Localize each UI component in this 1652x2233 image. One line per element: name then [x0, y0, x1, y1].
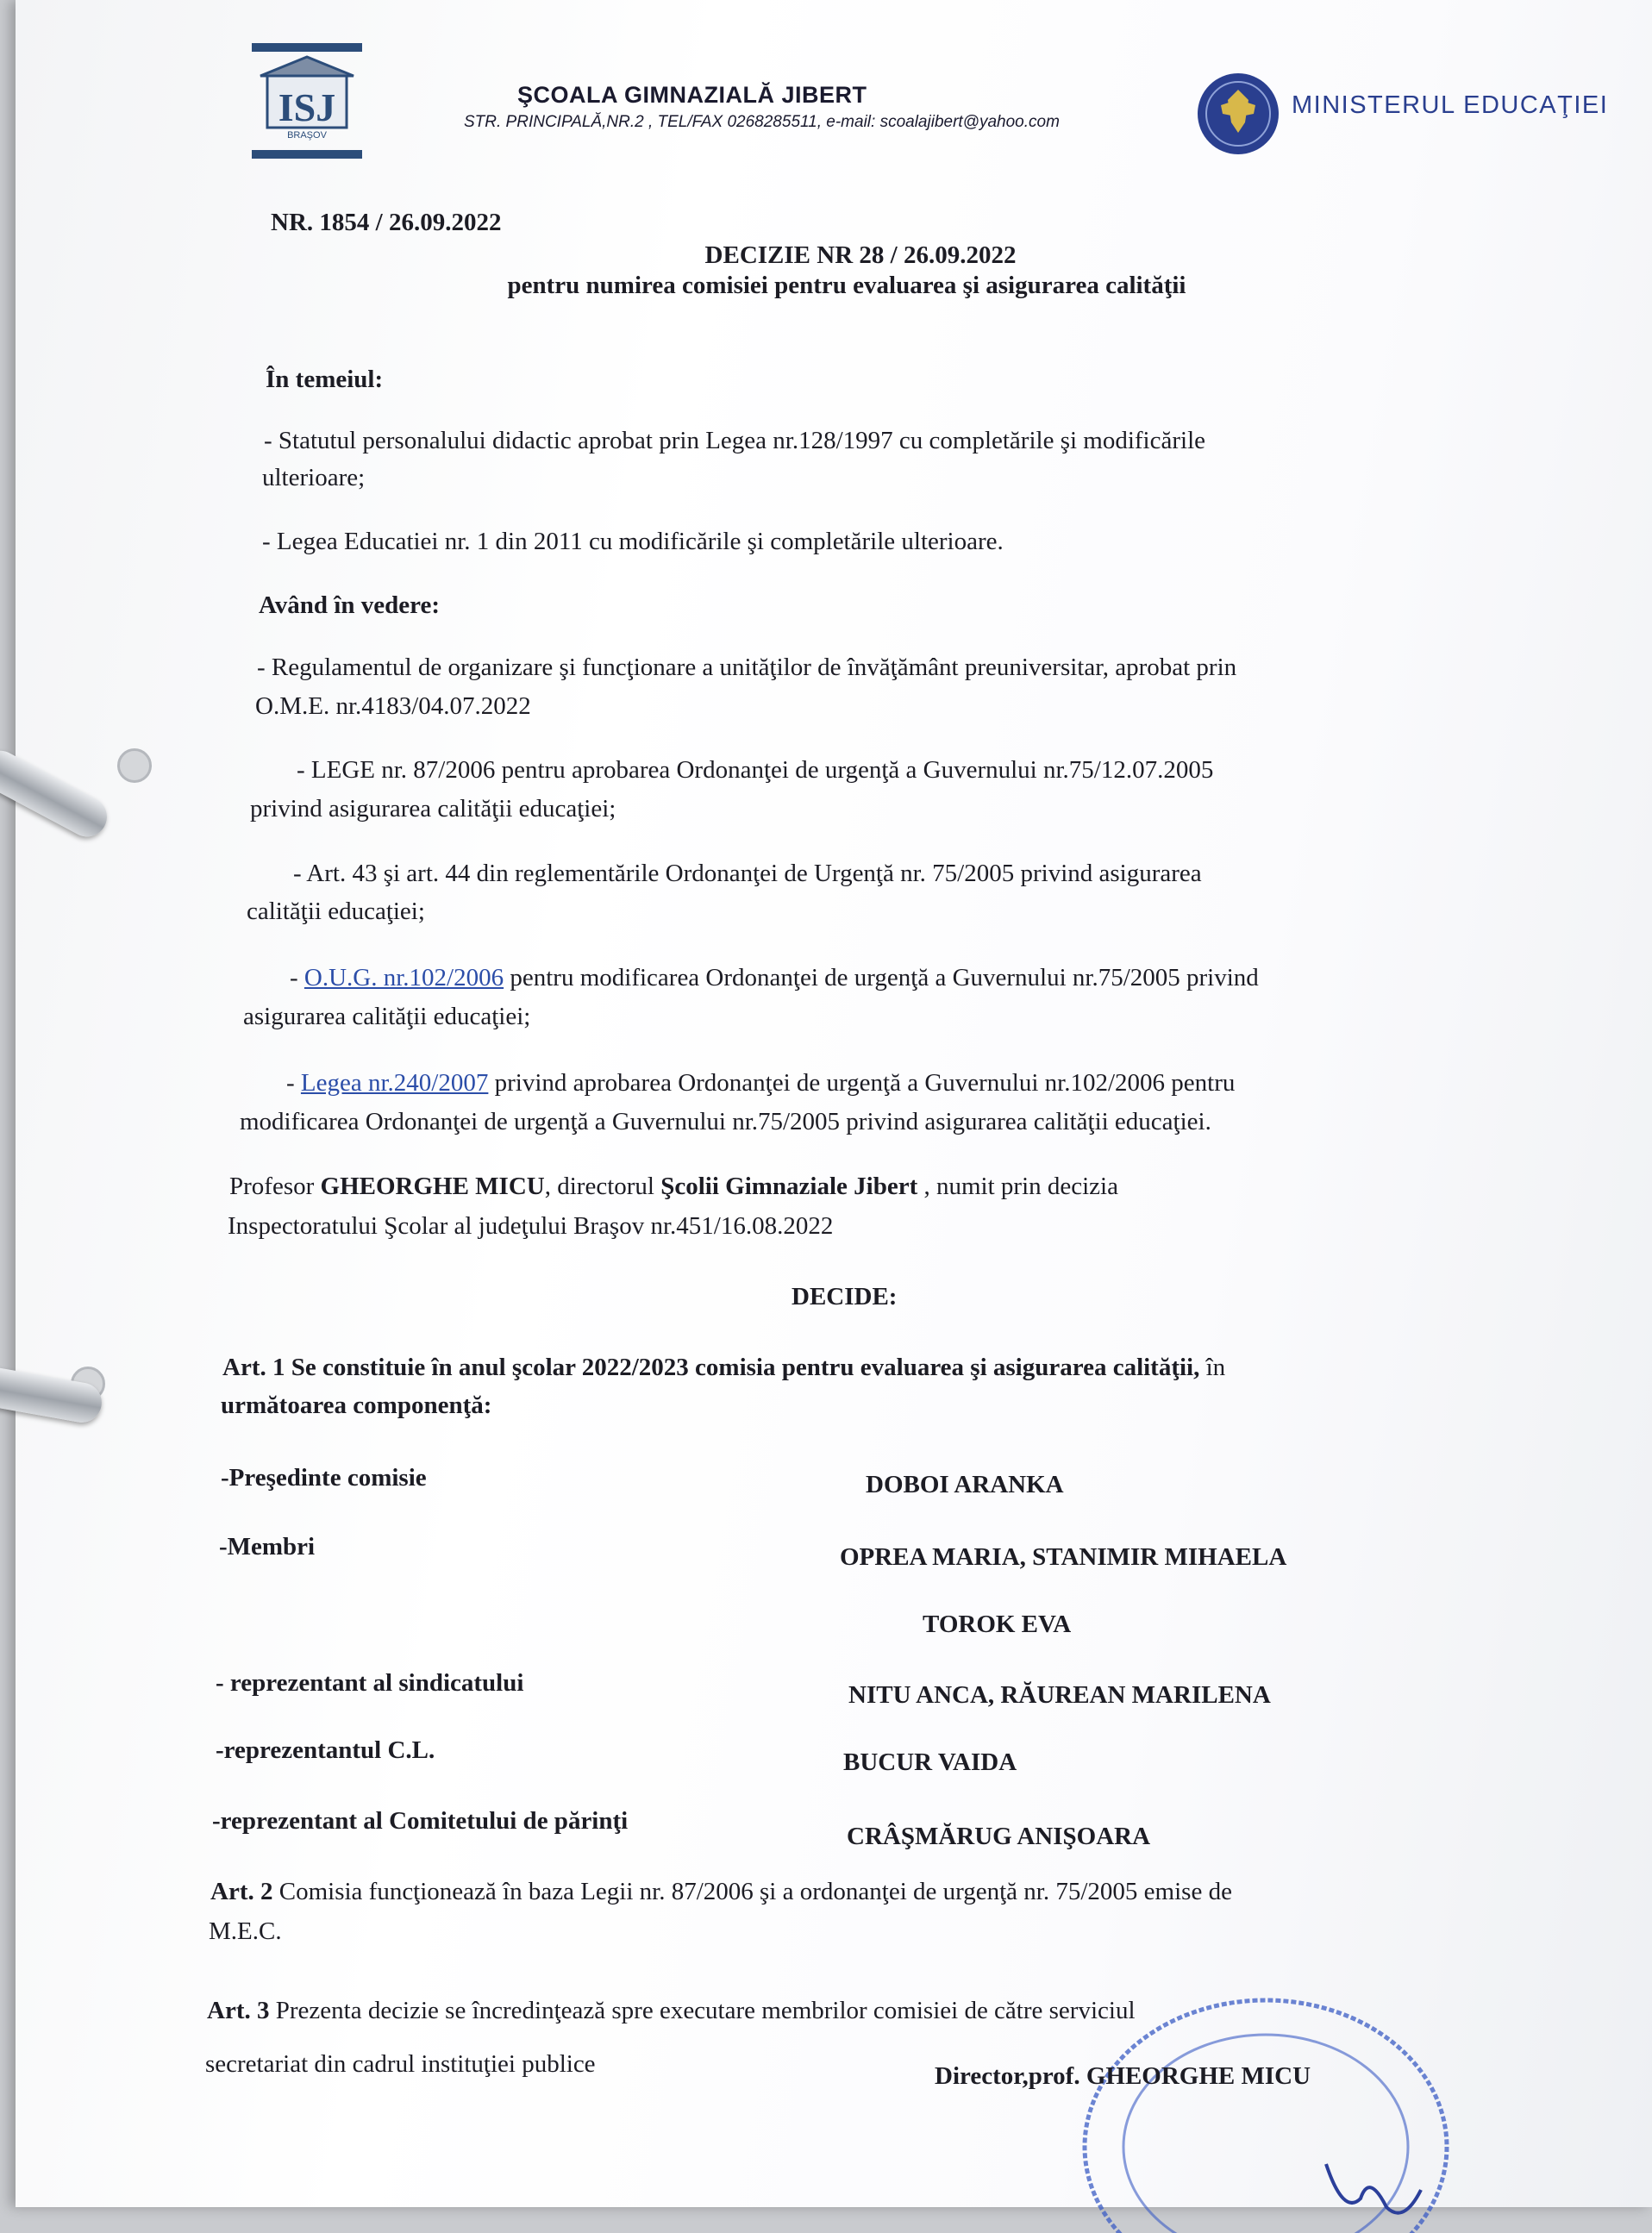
- vedere-item-1-line2: O.M.E. nr.4183/04.07.2022: [255, 692, 531, 720]
- committee-role-parinti: -reprezentant al Comitetului de părinţi: [212, 1807, 629, 1835]
- temei-heading: În temeiul:: [266, 366, 384, 393]
- committee-names-membri-cont: TOROK EVA: [923, 1611, 1072, 1638]
- isj-logo-city: BRAŞOV: [287, 130, 327, 141]
- art3-line1: Art. 3 Prezenta decizie se încredinţează spre executare membrilor comisiei de către serviciul: [207, 1997, 1136, 2024]
- official-stamp: [1067, 1948, 1516, 2233]
- vedere-heading: Având în vedere:: [259, 591, 440, 619]
- vedere-item-3-line2: calităţii educaţiei;: [247, 898, 425, 925]
- vedere-item-4-line2: asigurarea calităţii educaţiei;: [243, 1003, 531, 1030]
- vedere-item-2-line1: - LEGE nr. 87/2006 pentru aprobarea Ordonanţei de urgenţă a Guvernului nr.75/12.07.2005: [297, 756, 1214, 784]
- vedere-item-4-line1: - O.U.G. nr.102/2006 pentru modificarea Ordonanţei de urgenţă a Guvernului nr.75/2005 privind: [290, 964, 1259, 991]
- art2-line2: M.E.C.: [209, 1917, 282, 1945]
- school-address: STR. PRINCIPALĂ,NR.2 , TEL/FAX 0268285511, e-mail: scoalajibert@yahoo.com: [464, 113, 1060, 131]
- committee-names-presedinte: DOBOI ARANKA: [866, 1471, 1064, 1498]
- ministry-crest-icon: [1195, 71, 1281, 157]
- director-signature: Director,prof. GHEORGHE MICU: [935, 2062, 1311, 2090]
- temei-item-1-line1: - Statutul personalului didactic aprobat prin Legea nr.128/1997 cu completările şi modificările: [264, 427, 1206, 454]
- temei-item-1-line2: ulterioare;: [262, 464, 366, 491]
- binder-hole: [117, 748, 152, 783]
- decide-heading: DECIDE:: [792, 1283, 898, 1310]
- committee-names-sindicat: NITU ANCA, RĂUREAN MARILENA: [848, 1681, 1271, 1709]
- oug-102-2006-link[interactable]: O.U.G. nr.102/2006: [303, 964, 504, 991]
- registration-number: NR. 1854 / 26.09.2022: [271, 209, 502, 236]
- vedere-item-2-line2: privind asigurarea calităţii educaţiei;: [250, 795, 616, 823]
- ministry-name: MINISTERUL EDUCAŢIEI: [1292, 91, 1609, 119]
- vedere-item-5-line2: modificarea Ordonanţei de urgenţă a Guvernului nr.75/2005 privind asigurarea calităţii educaţiei.: [240, 1108, 1211, 1135]
- isj-logo: [250, 41, 364, 162]
- school-name: ŞCOALA GIMNAZIALĂ JIBERT: [517, 82, 867, 108]
- decision-subtitle: pentru numirea comisiei pentru evaluarea şi asigurarea calităţii: [507, 272, 1186, 299]
- art1-line2: următoarea componenţă:: [221, 1392, 492, 1419]
- director-intro-line2: Inspectoratului Şcolar al judeţului Braşov nr.451/16.08.2022: [228, 1212, 834, 1240]
- committee-names-cl: BUCUR VAIDA: [843, 1748, 1017, 1776]
- art1-line1: Art. 1 Se constituie în anul şcolar 2022/2023 comisia pentru evaluarea şi asigurarea calităţii, în: [222, 1354, 1226, 1381]
- signature-scribble: [1326, 2164, 1421, 2213]
- art2-line1: Art. 2 Comisia funcţionează în baza Legii nr. 87/2006 şi a ordonanţei de urgenţă nr. 75/2005 emise de: [210, 1878, 1232, 1905]
- committee-role-presedinte: -Preşedinte comisie: [221, 1464, 427, 1492]
- legea-240-2007-link[interactable]: Legea nr.240/2007: [300, 1069, 489, 1097]
- isj-logo-letters: ISJ: [278, 85, 336, 129]
- document-page: [16, 0, 1652, 2207]
- decision-title: DECIZIE NR 28 / 26.09.2022: [704, 241, 1017, 269]
- art3-line2: secretariat din cadrul instituţiei publice: [205, 2050, 596, 2078]
- committee-names-membri: OPREA MARIA, STANIMIR MIHAELA: [840, 1543, 1287, 1571]
- temei-item-2: - Legea Educatiei nr. 1 din 2011 cu modificările şi completările ulterioare.: [262, 528, 1004, 555]
- vedere-item-1-line1: - Regulamentul de organizare şi funcţionare a unităţilor de învăţământ preuniversitar, aprobat prin: [257, 654, 1237, 681]
- committee-role-sindicat: - reprezentant al sindicatului: [216, 1669, 524, 1697]
- director-intro-line1: Profesor GHEORGHE MICU, directorul Şcolii Gimnaziale Jibert , numit prin decizia: [229, 1173, 1118, 1200]
- committee-role-membri: -Membri: [219, 1533, 316, 1561]
- committee-names-parinti: CRÂŞMĂRUG ANIŞOARA: [847, 1823, 1151, 1850]
- vedere-item-3-line1: - Art. 43 şi art. 44 din reglementările Ordonanţei de Urgenţă nr. 75/2005 privind asigurarea: [293, 860, 1202, 887]
- vedere-item-5-line1: - Legea nr.240/2007 privind aprobarea Ordonanţei de urgenţă a Guvernului nr.102/2006 pentru: [286, 1069, 1236, 1097]
- committee-role-cl: -reprezentantul C.L.: [216, 1736, 435, 1764]
